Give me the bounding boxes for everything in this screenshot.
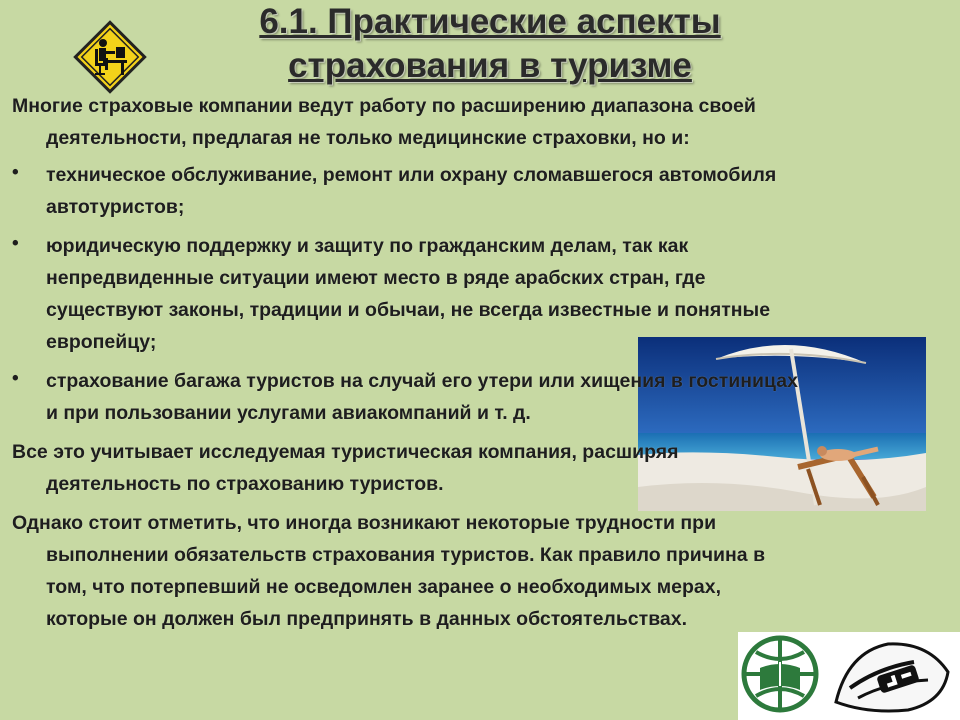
bullet-marker: •: [12, 162, 19, 183]
bullet-2-line-3: существуют законы, традиции и обычаи, не всегда известные и понятные: [46, 299, 771, 321]
bullet-1-line-2: автотуристов;: [46, 196, 185, 218]
bullet-marker: •: [12, 233, 19, 254]
para-2-line-2: деятельность по страхованию туристов.: [46, 473, 444, 495]
para-3-line-3: том, что потерпевший не осведомлен заранее о необходимых мерах,: [46, 576, 722, 598]
bullet-marker: •: [12, 368, 19, 389]
bullet-3-line-1: страхование багажа туристов на случай его утери или хищения в гостиницах: [46, 370, 798, 392]
slide-title-line-2: страхования в туризме: [288, 46, 692, 85]
para-3-line-1: Однако стоит отметить, что иногда возникают некоторые трудности при: [12, 512, 717, 534]
bullet-3-line-2: и при пользовании услугами авиакомпаний и т. д.: [46, 402, 531, 424]
para-2-line-1: Все это учитывает исследуемая туристическая компания, расширяя: [12, 441, 679, 463]
slide-title-line-1: 6.1. Практические аспекты: [259, 2, 721, 41]
para-3-line-2: выполнении обязательств страхования туристов. Как правило причина в: [46, 544, 766, 566]
bullet-2-line-2: непредвиденные ситуации имеют место в ряде арабских стран, где: [46, 267, 706, 289]
intro-line-2: деятельности, предлагая не только медицинские страховки, но и:: [46, 127, 690, 149]
globe-book-logo: [738, 632, 960, 720]
bullet-2-line-1: юридическую поддержку и защиту по гражданским делам, так как: [46, 235, 689, 257]
para-3-line-4: которые он должен был предпринять в данных обстоятельствах.: [46, 608, 688, 630]
bullet-2-line-4: европейцу;: [46, 331, 157, 353]
bullet-1-line-1: техническое обслуживание, ремонт или охрану сломавшегося автомобиля: [46, 164, 777, 186]
intro-line-1: Многие страховые компании ведут работу по расширению диапазона своей: [12, 95, 756, 117]
